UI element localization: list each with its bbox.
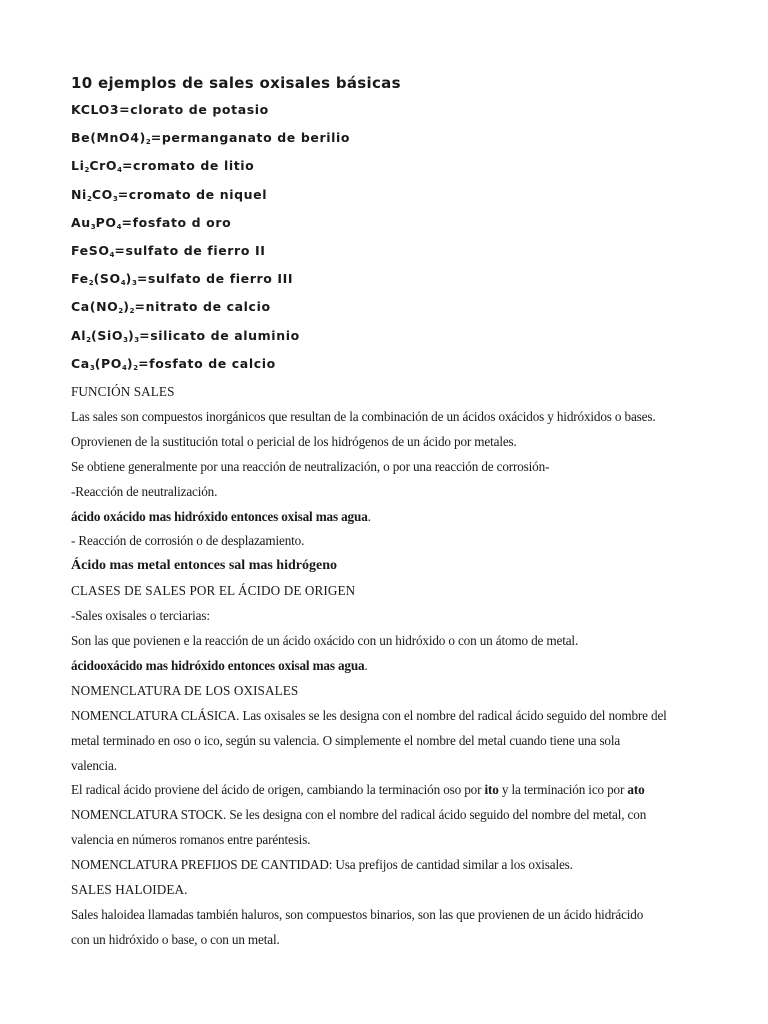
formula-text: =nitrato de calcio <box>134 299 271 315</box>
body-line: Sales haloidea llamadas también haluros, son compuestos binarios, son las que provienen de un ácido hidrácido <box>71 906 644 922</box>
formula-subscript: 2 <box>129 307 135 316</box>
body-line: Se obtiene generalmente por una reacción de neutralización, o por una reacción de corrosión- <box>71 458 550 474</box>
plain-text: El radical ácido proviene del ácido de origen, cambiando la terminación oso por <box>71 782 485 798</box>
formula-subscript: 4 <box>117 166 122 175</box>
formula-text: (SiO <box>91 327 124 343</box>
bold-text: ito <box>484 782 499 798</box>
body-line: metal terminado en oso o ico, según su valencia. O simplemente el nombre del metal cuando tiene una sola <box>71 732 621 748</box>
formula-subscript: 3 <box>131 279 137 288</box>
formula-text: =fosfato d oro <box>121 214 232 230</box>
formula-text: =cromato de niquel <box>117 186 268 202</box>
body-line: valencia. <box>71 757 117 773</box>
body-line: NOMENCLATURA CLÁSICA. Las oxisales se les designa con el nombre del radical ácido seguido del nombre del <box>71 707 667 723</box>
body-line: con un hidróxido o base, o con un metal. <box>71 931 280 947</box>
formula-text: (PO <box>94 355 122 371</box>
formula-item <box>71 130 350 146</box>
formula-text: =fosfato de calcio <box>138 355 276 371</box>
formula-item <box>71 271 293 287</box>
formula-text: =sulfato de fierro II <box>114 243 266 258</box>
body-line: Son las que povienen e la reacción de un ácido oxácido con un hidróxido o con un átomo de metal. <box>71 633 579 648</box>
formula-text: CrO <box>89 158 118 174</box>
formula-subscript: 3 <box>89 363 95 372</box>
bold-text: ácido oxácido mas hidróxido entonces oxisal mas agua <box>71 508 368 524</box>
body-line: Las sales son compuestos inorgánicos que resultan de la combinación de un ácidos oxácidos y hidróxidos o bases. <box>71 408 656 424</box>
body-line: -Reacción de neutralización. <box>71 483 218 499</box>
formula-item <box>71 215 231 231</box>
formula-text: Be(MnO4) <box>71 130 146 146</box>
section-heading: FUNCIÓN SALES <box>71 384 175 399</box>
formula-subscript: 2 <box>118 307 124 316</box>
formula-subscript: 3 <box>112 194 118 203</box>
formula-subscript: 4 <box>116 222 122 231</box>
formula-text: ) <box>126 355 134 371</box>
body-line: - Reacción de corrosión o de desplazamiento. <box>71 533 305 549</box>
body-line: valencia en números romanos entre paréntesis. <box>71 832 311 848</box>
formula-text: ) <box>125 271 132 287</box>
formula-text: =cromato de litio <box>121 158 255 174</box>
body-line <box>71 658 368 674</box>
formula-text: (SO <box>93 271 121 287</box>
plain-text: y la terminación ico por <box>498 782 628 798</box>
bold-text: ato <box>627 782 645 798</box>
formula-text: Al <box>71 327 87 343</box>
body-line: Oprovienen de la sustitución total o pericial de los hidrógenos de un ácido por metales. <box>71 433 517 449</box>
formula-text: =permanganato de berilio <box>150 130 351 146</box>
body-line: -Sales oxisales o terciarias: <box>71 608 210 624</box>
formula-text: KCLO3=clorato de potasio <box>71 102 269 117</box>
formula-text: Ni <box>71 186 87 202</box>
body-line: Ácido mas metal entonces sal mas hidrógeno <box>71 558 337 574</box>
section-heading: CLASES DE SALES POR EL ÁCIDO DE ORIGEN <box>71 583 356 599</box>
formula-item <box>71 356 276 372</box>
formula-subscript: 3 <box>123 335 128 344</box>
formula-text: Ca(NO <box>71 299 119 315</box>
formula-item <box>71 187 267 203</box>
formula-text: Au <box>71 214 91 230</box>
section-heading: SALES HALOIDEA. <box>71 882 188 897</box>
formula-subscript: 3 <box>90 222 96 231</box>
formula-text: Ca <box>71 355 90 371</box>
formula-text: Li <box>71 158 85 174</box>
plain-text: . <box>367 508 371 524</box>
formula-item <box>71 243 265 259</box>
formula-text: PO <box>95 214 117 230</box>
formula-subscript: 4 <box>120 279 126 288</box>
formula-text: Fe <box>71 271 89 287</box>
formula-subscript: 4 <box>122 363 127 372</box>
body-line: NOMENCLATURA STOCK. Se les designa con el nombre del radical ácido seguido del nombre del metal, con <box>71 807 647 823</box>
formula-item <box>71 328 300 344</box>
body-line: NOMENCLATURA PREFIJOS DE CANTIDAD: Usa prefijos de cantidad similar a los oxisales. <box>71 857 573 873</box>
formula-subscript: 3 <box>134 335 140 344</box>
plain-text: . <box>364 657 368 673</box>
formula-subscript: 2 <box>133 363 139 372</box>
formula-subscript: 2 <box>86 194 92 203</box>
formula-text: FeSO <box>71 243 110 258</box>
document-title: 10 ejemplos de sales oxisales básicas <box>71 74 401 92</box>
body-line <box>71 782 645 798</box>
formula-subscript: 2 <box>84 166 90 175</box>
formula-subscript: 4 <box>109 251 115 259</box>
formula-item <box>71 158 254 174</box>
formula-text: =silicato de aluminio <box>139 327 300 343</box>
formula-text: ) <box>123 299 130 315</box>
bold-text: ácidooxácido mas hidróxido entonces oxisal mas agua <box>71 657 365 673</box>
formula-text: CO <box>91 186 113 202</box>
formula-item <box>71 102 269 117</box>
section-heading: NOMENCLATURA DE LOS OXISALES <box>71 682 299 698</box>
formula-subscript: 2 <box>88 279 94 288</box>
formula-text: =sulfato de fierro III <box>136 271 294 287</box>
formula-text: ) <box>127 327 135 343</box>
body-line <box>71 509 371 525</box>
formula-subscript: 2 <box>145 138 151 147</box>
formula-subscript: 2 <box>86 335 92 344</box>
formula-item <box>71 299 271 315</box>
